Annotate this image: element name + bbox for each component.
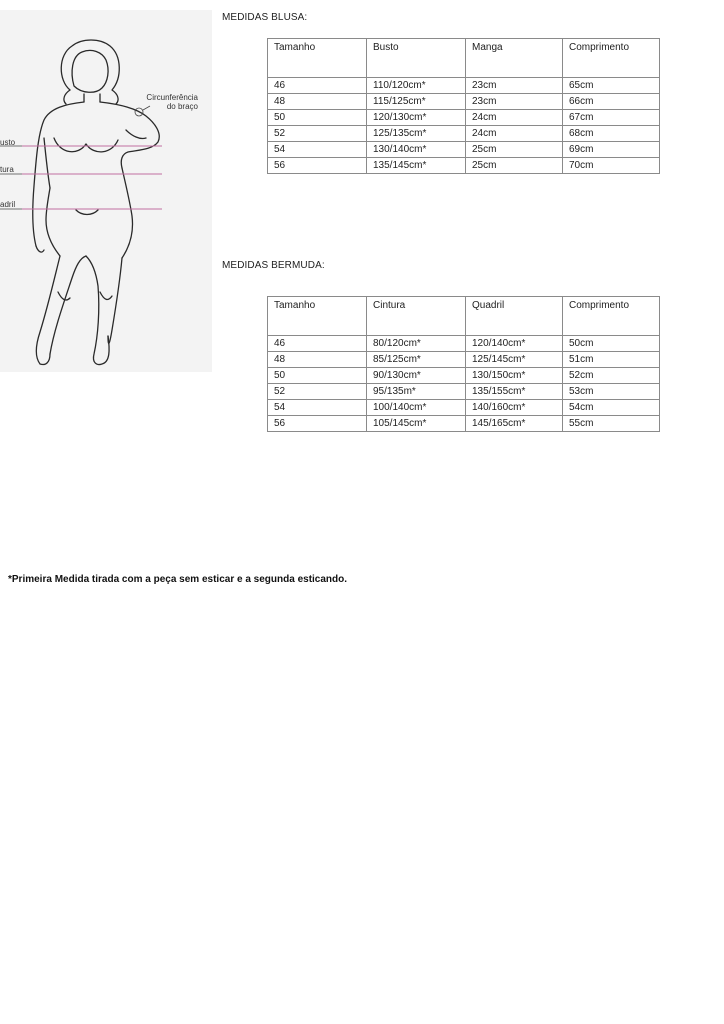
- bermuda-section-title: MEDIDAS BERMUDA:: [222, 260, 325, 271]
- measurement-footnote: *Primeira Medida tirada com a peça sem esticar e a segunda esticando.: [8, 574, 348, 585]
- header-cell: Manga: [466, 39, 563, 78]
- table-cell: 65cm: [563, 78, 660, 94]
- table-cell: 68cm: [563, 126, 660, 142]
- table-cell: 130/150cm*: [466, 368, 563, 384]
- table-cell: 46: [268, 336, 367, 352]
- table-cell: 115/125cm*: [367, 94, 466, 110]
- bermuda-size-table: [267, 296, 660, 432]
- table-cell: 24cm: [466, 110, 563, 126]
- table-cell: 25cm: [466, 158, 563, 174]
- table-cell: 52cm: [563, 368, 660, 384]
- waist-label: tura: [0, 165, 14, 174]
- table-cell: 125/135cm*: [367, 126, 466, 142]
- table-cell: 48: [268, 94, 367, 110]
- table-cell: 54: [268, 400, 367, 416]
- arm-label-line-1: Circunferência: [146, 93, 198, 102]
- body-outline-illustration: [0, 10, 212, 372]
- header-cell: Tamanho: [268, 39, 367, 78]
- table-header-row: [268, 297, 660, 336]
- table-cell: 50: [268, 368, 367, 384]
- table-cell: 95/135m*: [367, 384, 466, 400]
- table-cell: 56: [268, 416, 367, 432]
- body-measurement-figure: [0, 10, 212, 372]
- table-row: [268, 352, 660, 368]
- table-cell: 66cm: [563, 94, 660, 110]
- table-cell: 110/120cm*: [367, 78, 466, 94]
- table-cell: 125/145cm*: [466, 352, 563, 368]
- table-cell: 135/145cm*: [367, 158, 466, 174]
- table-cell: 50: [268, 110, 367, 126]
- table-cell: 24cm: [466, 126, 563, 142]
- table-row: [268, 126, 660, 142]
- table-cell: 51cm: [563, 352, 660, 368]
- header-cell: Cintura: [367, 297, 466, 336]
- table-row: [268, 94, 660, 110]
- table-cell: 23cm: [466, 78, 563, 94]
- table-cell: 120/140cm*: [466, 336, 563, 352]
- header-cell: Comprimento: [563, 39, 660, 78]
- table-cell: 69cm: [563, 142, 660, 158]
- table-cell: 25cm: [466, 142, 563, 158]
- table-cell: 55cm: [563, 416, 660, 432]
- table-header-row: [268, 39, 660, 78]
- table-cell: 90/130cm*: [367, 368, 466, 384]
- header-cell: Tamanho: [268, 297, 367, 336]
- table-row: [268, 416, 660, 432]
- table-cell: 54cm: [563, 400, 660, 416]
- table-cell: 135/155cm*: [466, 384, 563, 400]
- table-cell: 54: [268, 142, 367, 158]
- arm-label-line-2: do braço: [166, 102, 198, 111]
- table-cell: 100/140cm*: [367, 400, 466, 416]
- table-cell: 85/125cm*: [367, 352, 466, 368]
- table-cell: 67cm: [563, 110, 660, 126]
- table-cell: 120/130cm*: [367, 110, 466, 126]
- table-row: [268, 336, 660, 352]
- table-row: [268, 158, 660, 174]
- table-row: [268, 400, 660, 416]
- table-cell: 80/120cm*: [367, 336, 466, 352]
- table-cell: 48: [268, 352, 367, 368]
- table-cell: 145/165cm*: [466, 416, 563, 432]
- table-row: [268, 110, 660, 126]
- table-cell: 140/160cm*: [466, 400, 563, 416]
- table-row: [268, 384, 660, 400]
- blusa-section-title: MEDIDAS BLUSA:: [222, 12, 308, 23]
- table-cell: 56: [268, 158, 367, 174]
- table-cell: 46: [268, 78, 367, 94]
- header-cell: Comprimento: [563, 297, 660, 336]
- table-cell: 53cm: [563, 384, 660, 400]
- hip-label: adril: [0, 200, 16, 209]
- table-row: [268, 78, 660, 94]
- bust-label: usto: [0, 138, 16, 147]
- table-row: [268, 368, 660, 384]
- arm-circumference-label: [126, 93, 198, 111]
- table-cell: 50cm: [563, 336, 660, 352]
- header-cell: Busto: [367, 39, 466, 78]
- table-row: [268, 142, 660, 158]
- table-cell: 70cm: [563, 158, 660, 174]
- table-cell: 105/145cm*: [367, 416, 466, 432]
- header-cell: Quadril: [466, 297, 563, 336]
- table-cell: 130/140cm*: [367, 142, 466, 158]
- table-cell: 23cm: [466, 94, 563, 110]
- blusa-size-table: [267, 38, 660, 174]
- table-cell: 52: [268, 126, 367, 142]
- table-cell: 52: [268, 384, 367, 400]
